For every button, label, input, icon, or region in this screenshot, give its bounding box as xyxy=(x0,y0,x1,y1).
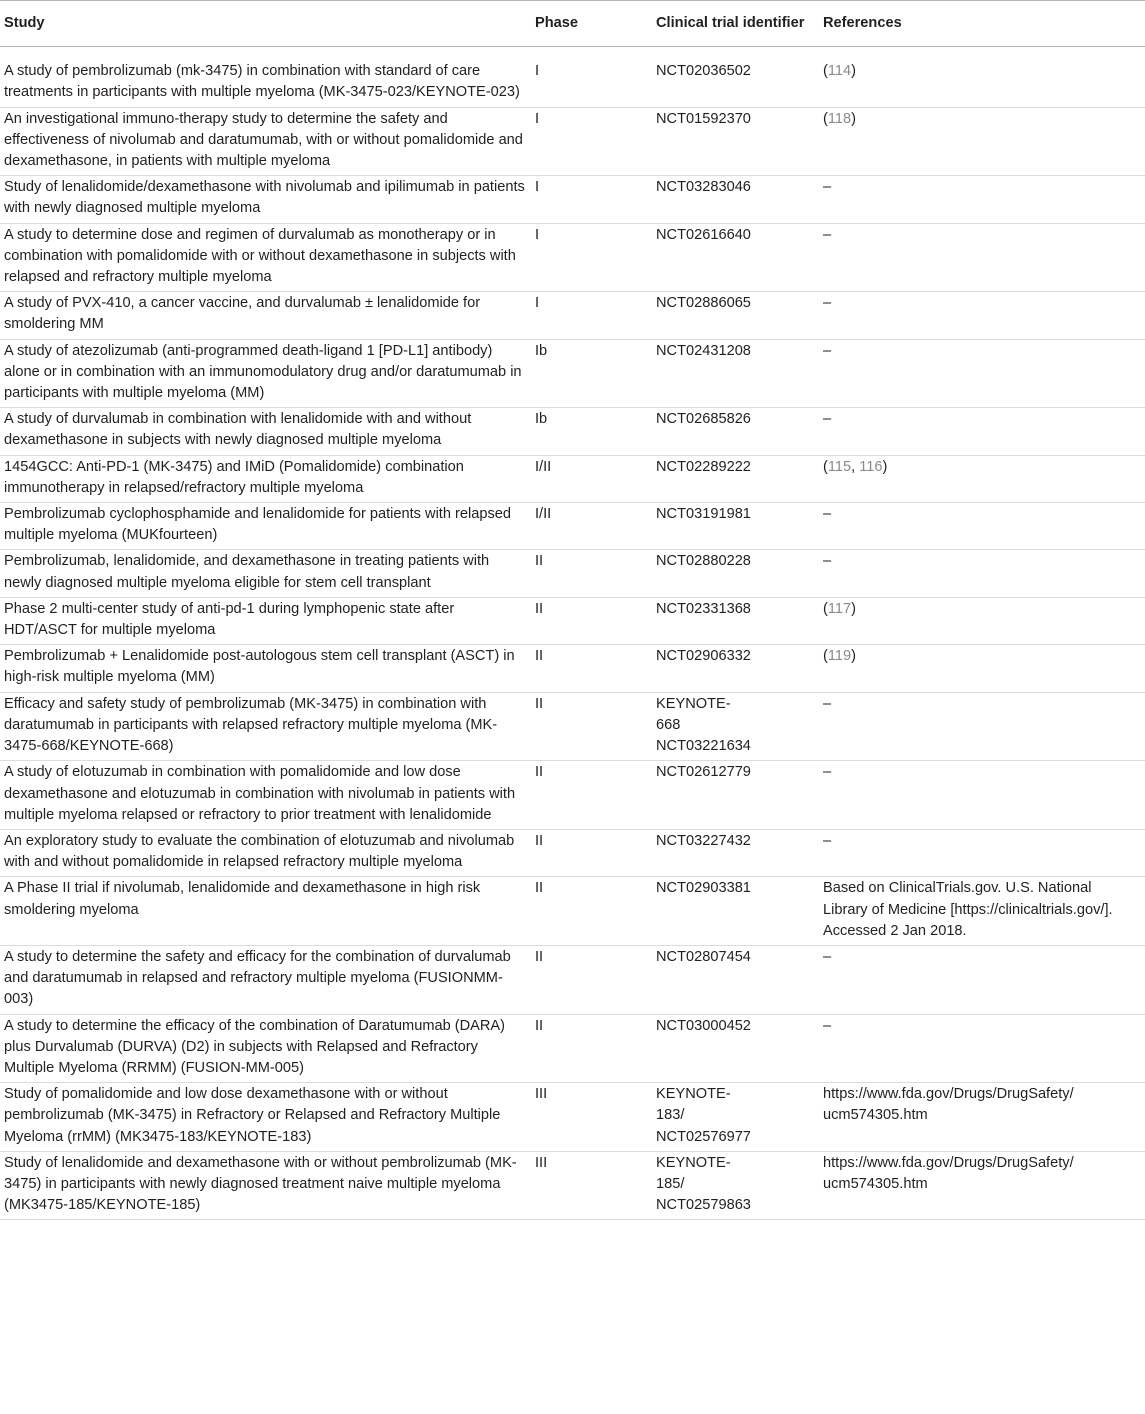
references-cell: – xyxy=(819,829,1145,876)
study-cell: A study of PVX-410, a cancer vaccine, and durvalumab ± lenalidomide for smoldering MM xyxy=(0,292,531,339)
table-row xyxy=(0,408,1145,455)
study-cell: A study to determine the efficacy of the combination of Daratumumab (DARA) plus Durvalumab (DURVA) (D2) in subjects with Relapsed and Refractory Multiple Myeloma (RRMM) (FUSION-MM-005) xyxy=(0,1014,531,1083)
study-cell: A study to determine the safety and efficacy for the combination of durvalumab and daratumumab in relapsed and refractory multiple myeloma (FUSIONMM-003) xyxy=(0,945,531,1014)
phase-cell: III xyxy=(531,1151,652,1220)
table-row xyxy=(0,877,1145,946)
table-row xyxy=(0,47,1145,107)
header-identifier: Clinical trial identifier xyxy=(656,15,805,31)
table-row xyxy=(0,1151,1145,1220)
reference-link[interactable]: 114 xyxy=(827,63,852,80)
table-row xyxy=(0,829,1145,876)
identifier-cell: KEYNOTE- 183/ NCT02576977 xyxy=(652,1083,819,1152)
header-study: Study xyxy=(4,15,45,31)
references-cell: – xyxy=(819,408,1145,455)
phase-cell: I xyxy=(531,223,652,292)
study-cell: An investigational immuno-therapy study to determine the safety and effectiveness of nivolumab and daratumumab, with or without pomalidomide and dexamethasone, in patients with multiple myeloma xyxy=(0,107,531,176)
study-cell: Study of lenalidomide and dexamethasone with or without pembrolizumab (MK-3475) in participants with newly diagnosed treatment naive multiple myeloma (MK3475-185/KEYNOTE-185) xyxy=(0,1151,531,1220)
identifier-cell: KEYNOTE- 668 NCT03221634 xyxy=(652,692,819,761)
references-cell: – xyxy=(819,550,1145,597)
identifier-cell: NCT02431208 xyxy=(652,339,819,408)
identifier-cell: NCT02886065 xyxy=(652,292,819,339)
references-cell: – xyxy=(819,1014,1145,1083)
references-cell: (115, 116) xyxy=(819,455,1145,502)
study-cell: A Phase II trial if nivolumab, lenalidomide and dexamethasone in high risk smoldering myeloma xyxy=(0,877,531,946)
identifier-cell: NCT02807454 xyxy=(652,945,819,1014)
phase-cell: II xyxy=(531,829,652,876)
table-row xyxy=(0,503,1145,550)
study-cell: An exploratory study to evaluate the combination of elotuzumab and nivolumab with and without pomalidomide in relapsed refractory multiple myeloma xyxy=(0,829,531,876)
identifier-cell: NCT02331368 xyxy=(652,597,819,644)
table-row xyxy=(0,176,1145,223)
identifier-cell: NCT03000452 xyxy=(652,1014,819,1083)
table-row xyxy=(0,945,1145,1014)
phase-cell: I xyxy=(531,292,652,339)
identifier-cell: NCT02906332 xyxy=(652,645,819,692)
study-cell: Phase 2 multi-center study of anti-pd-1 during lymphopenic state after HDT/ASCT for multiple myeloma xyxy=(0,597,531,644)
table-row xyxy=(0,645,1145,692)
table-row xyxy=(0,292,1145,339)
study-cell: Pembrolizumab, lenalidomide, and dexamethasone in treating patients with newly diagnosed multiple myeloma eligible for stem cell transplant xyxy=(0,550,531,597)
identifier-cell: NCT03227432 xyxy=(652,829,819,876)
phase-cell: I/II xyxy=(531,503,652,550)
reference-link[interactable]: 119 xyxy=(827,648,852,665)
table-row xyxy=(0,550,1145,597)
references-cell: (114) xyxy=(819,47,1145,107)
table-row xyxy=(0,339,1145,408)
study-cell: Pembrolizumab + Lenalidomide post-autologous stem cell transplant (ASCT) in high-risk multiple myeloma (MM) xyxy=(0,645,531,692)
identifier-cell: KEYNOTE- 185/ NCT02579863 xyxy=(652,1151,819,1220)
phase-cell: II xyxy=(531,761,652,830)
study-cell: Pembrolizumab cyclophosphamide and lenalidomide for patients with relapsed multiple myeloma (MUKfourteen) xyxy=(0,503,531,550)
study-cell: 1454GCC: Anti-PD-1 (MK-3475) and IMiD (Pomalidomide) combination immunotherapy in relapsed/refractory multiple myeloma xyxy=(0,455,531,502)
phase-cell: II xyxy=(531,692,652,761)
references-cell: (118) xyxy=(819,107,1145,176)
reference-link[interactable]: 116 xyxy=(859,458,883,475)
reference-link[interactable]: 117 xyxy=(827,600,852,617)
references-cell: – xyxy=(819,503,1145,550)
phase-cell: Ib xyxy=(531,339,652,408)
table-body xyxy=(0,47,1145,1220)
identifier-cell: NCT02036502 xyxy=(652,47,819,107)
identifier-cell: NCT03191981 xyxy=(652,503,819,550)
study-cell: A study of atezolizumab (anti-programmed death-ligand 1 [PD-L1] antibody) alone or in combination with an immunomodulatory drug and/or daratumumab in participants with multiple myeloma (MM) xyxy=(0,339,531,408)
identifier-cell: NCT02685826 xyxy=(652,408,819,455)
study-cell: A study to determine dose and regimen of durvalumab as monotherapy or in combination with pomalidomide with or without dexamethasone in subjects with relapsed and refractory multiple myeloma xyxy=(0,223,531,292)
identifier-cell: NCT02612779 xyxy=(652,761,819,830)
table-row xyxy=(0,455,1145,502)
identifier-cell: NCT02903381 xyxy=(652,877,819,946)
table-row xyxy=(0,1014,1145,1083)
phase-cell: I xyxy=(531,107,652,176)
table-header-row xyxy=(0,1,1145,47)
identifier-cell: NCT01592370 xyxy=(652,107,819,176)
reference-link[interactable]: 115 xyxy=(827,458,852,475)
identifier-cell: NCT02616640 xyxy=(652,223,819,292)
references-cell: https://www.fda.gov/Drugs/DrugSafety/ ucm574305.htm xyxy=(819,1151,1145,1220)
phase-cell: II xyxy=(531,877,652,946)
table-row xyxy=(0,692,1145,761)
references-cell: – xyxy=(819,761,1145,830)
reference-link[interactable]: 118 xyxy=(827,110,852,127)
references-cell: – xyxy=(819,176,1145,223)
phase-cell: I xyxy=(531,47,652,107)
table-row xyxy=(0,761,1145,830)
references-cell: – xyxy=(819,223,1145,292)
study-cell: Study of pomalidomide and low dose dexamethasone with or without pembrolizumab (MK-3475) in Refractory or Relapsed and Refractory Multiple Myeloma (rrMM) (MK3475-183/KEYNOTE-183) xyxy=(0,1083,531,1152)
study-cell: A study of elotuzumab in combination with pomalidomide and low dose dexamethasone and elotuzumab in combination with nivolumab in patients with multiple myeloma relapsed or refractory to prior treatment with lenalidomide xyxy=(0,761,531,830)
study-cell: Efficacy and safety study of pembrolizumab (MK-3475) in combination with daratumumab in participants with relapsed refractory multiple myeloma (MK-3475-668/KEYNOTE-668) xyxy=(0,692,531,761)
table-row xyxy=(0,107,1145,176)
table-row xyxy=(0,223,1145,292)
references-cell: – xyxy=(819,945,1145,1014)
phase-cell: II xyxy=(531,597,652,644)
study-cell: A study of durvalumab in combination with lenalidomide with and without dexamethasone in subjects with newly diagnosed multiple myeloma xyxy=(0,408,531,455)
phase-cell: II xyxy=(531,945,652,1014)
phase-cell: Ib xyxy=(531,408,652,455)
header-references: References xyxy=(823,15,902,31)
study-cell: Study of lenalidomide/dexamethasone with nivolumab and ipilimumab in patients with newly diagnosed multiple myeloma xyxy=(0,176,531,223)
phase-cell: II xyxy=(531,550,652,597)
identifier-cell: NCT02880228 xyxy=(652,550,819,597)
phase-cell: I xyxy=(531,176,652,223)
references-cell: (119) xyxy=(819,645,1145,692)
table-row xyxy=(0,597,1145,644)
table-row xyxy=(0,1083,1145,1152)
references-cell: – xyxy=(819,292,1145,339)
header-phase: Phase xyxy=(535,15,578,31)
identifier-cell: NCT03283046 xyxy=(652,176,819,223)
phase-cell: II xyxy=(531,645,652,692)
study-cell: A study of pembrolizumab (mk-3475) in combination with standard of care treatments in participants with multiple myeloma (MK-3475-023/KEYNOTE-023) xyxy=(0,47,531,107)
references-cell: (117) xyxy=(819,597,1145,644)
references-cell: – xyxy=(819,692,1145,761)
phase-cell: III xyxy=(531,1083,652,1152)
phase-cell: I/II xyxy=(531,455,652,502)
references-cell: Based on ClinicalTrials.gov. U.S. National Library of Medicine [https://clinicaltrials.gov/]. Accessed 2 Jan 2018. xyxy=(819,877,1145,946)
references-cell: https://www.fda.gov/Drugs/DrugSafety/ ucm574305.htm xyxy=(819,1083,1145,1152)
identifier-cell: NCT02289222 xyxy=(652,455,819,502)
references-cell: – xyxy=(819,339,1145,408)
phase-cell: II xyxy=(531,1014,652,1083)
